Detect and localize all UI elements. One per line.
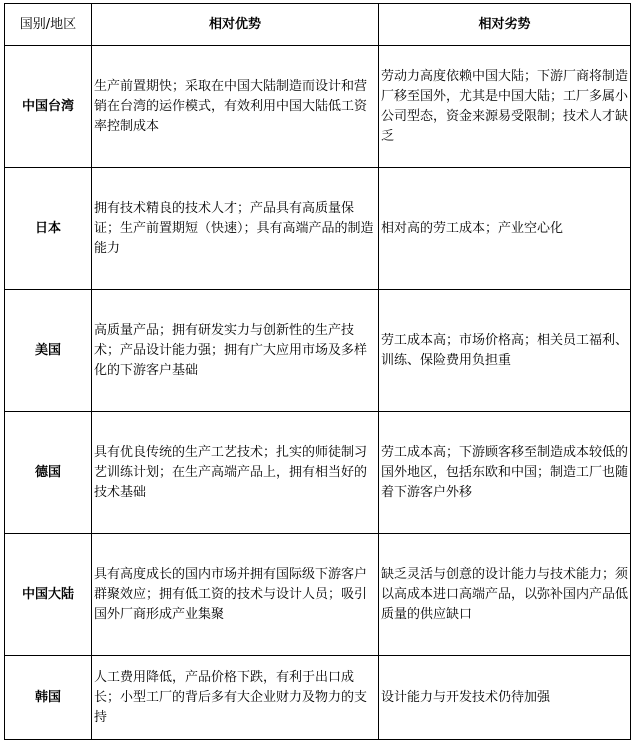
region-cell: 中国大陆 bbox=[5, 534, 92, 656]
region-cell: 中国台湾 bbox=[5, 46, 92, 168]
disadvantage-cell: 劳工成本高；市场价格高；相关员工福利、训练、保险费用负担重 bbox=[379, 290, 631, 412]
advantage-cell: 具有优良传统的生产工艺技术；扎实的师徒制习艺训练计划；在生产高端产品上，拥有相当好的技术基础 bbox=[92, 412, 379, 534]
header-advantage: 相对优势 bbox=[92, 4, 379, 46]
advantage-cell: 高质量产品；拥有研发实力与创新性的生产技术；产品设计能力强；拥有广大应用市场及多样化的下游客户基础 bbox=[92, 290, 379, 412]
advantage-cell: 具有高度成长的国内市场并拥有国际级下游客户群聚效应；拥有低工资的技术与设计人员；吸引国外厂商形成产业集聚 bbox=[92, 534, 379, 656]
table-row bbox=[5, 168, 631, 290]
table-row bbox=[5, 290, 631, 412]
region-cell: 德国 bbox=[5, 412, 92, 534]
advantage-cell: 拥有技术精良的技术人才；产品具有高质量保证；生产前置期短（快速）；具有高端产品的制造能力 bbox=[92, 168, 379, 290]
disadvantage-cell: 劳动力高度依赖中国大陆；下游厂商将制造厂移至国外，尤其是中国大陆；工厂多属小公司型态，资金来源易受限制；技术人才缺乏 bbox=[379, 46, 631, 168]
table-row bbox=[5, 656, 631, 740]
table-row bbox=[5, 412, 631, 534]
region-cell: 韩国 bbox=[5, 656, 92, 740]
advantage-cell: 生产前置期快；采取在中国大陆制造而设计和营销在台湾的运作模式，有效利用中国大陆低工资率控制成本 bbox=[92, 46, 379, 168]
table-row bbox=[5, 534, 631, 656]
disadvantage-cell: 缺乏灵活与创意的设计能力与技术能力；须以高成本进口高端产品，以弥补国内产品低质量的供应缺口 bbox=[379, 534, 631, 656]
header-region: 国别/地区 bbox=[5, 4, 92, 46]
disadvantage-cell: 设计能力与开发技术仍待加强 bbox=[379, 656, 631, 740]
region-cell: 美国 bbox=[5, 290, 92, 412]
comparison-table bbox=[4, 3, 631, 740]
disadvantage-cell: 相对高的劳工成本；产业空心化 bbox=[379, 168, 631, 290]
region-cell: 日本 bbox=[5, 168, 92, 290]
header-disadvantage: 相对劣势 bbox=[379, 4, 631, 46]
header-row bbox=[5, 4, 631, 46]
table-row bbox=[5, 46, 631, 168]
advantage-cell: 人工费用降低，产品价格下跌，有利于出口成长；小型工厂的背后多有大企业财力及物力的支持 bbox=[92, 656, 379, 740]
disadvantage-cell: 劳工成本高；下游顾客移至制造成本较低的国外地区，包括东欧和中国；制造工厂也随着下游客户外移 bbox=[379, 412, 631, 534]
